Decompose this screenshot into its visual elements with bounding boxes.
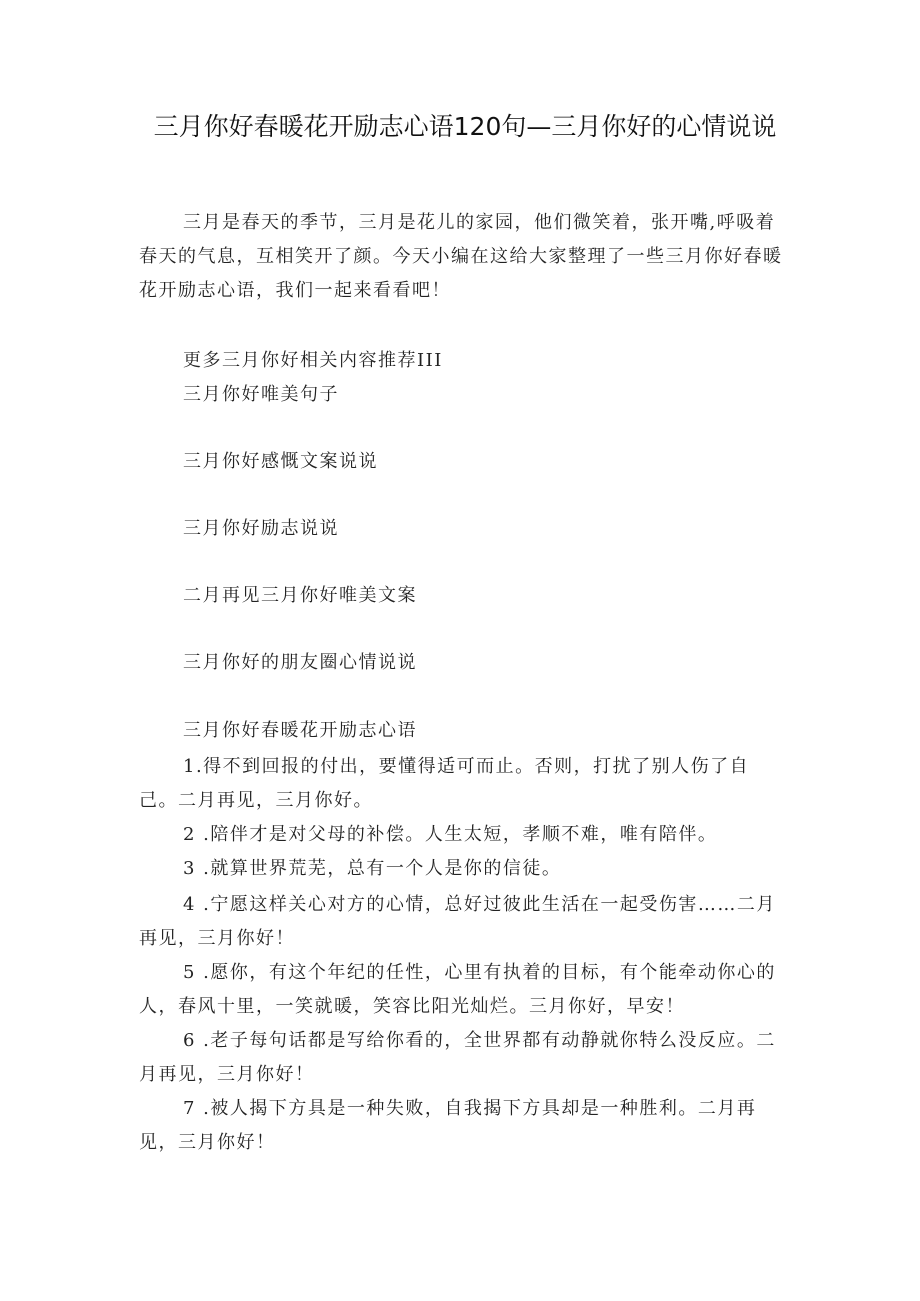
list-item-4: 4 .宁愿这样关心对方的心情，总好过彼此生活在一起受伤害……二月再见，三月你好！: [139, 894, 776, 949]
related-link-4[interactable]: 二月再见三月你好唯美文案: [183, 585, 417, 606]
list-item-3: 3 .就算世界荒芜，总有一个人是你的信徒。: [183, 858, 562, 879]
list-item-6: 6 .老子每句话都是写给你看的，全世界都有动静就你特么没反应。二月再见，三月你好！: [139, 1030, 776, 1085]
list-item-1: 1.得不到回报的付出，要懂得适可而止。否则，打扰了别人伤了自己。二月再见，三月你好。: [139, 756, 750, 811]
list-item-2: 2 .陪伴才是对父母的补偿。人生太短，孝顺不难，唯有陪伴。: [183, 824, 718, 845]
related-link-3[interactable]: 三月你好励志说说: [183, 518, 339, 539]
intro-paragraph: 三月是春天的季节，三月是花儿的家园，他们微笑着，张开嘴,呼吸着春天的气息，互相笑开了颜。今天小编在这给大家整理了一些三月你好春暖花开励志心语，我们一起来看看吧！: [139, 212, 783, 301]
related-link-2[interactable]: 三月你好感慨文案说说: [183, 451, 378, 472]
section-heading: 三月你好春暖花开励志心语: [183, 720, 417, 741]
related-link-1[interactable]: 三月你好唯美句子: [183, 384, 339, 405]
document-title: 三月你好春暖花开励志心语120句—三月你好的心情说说: [153, 112, 777, 141]
related-link-5[interactable]: 三月你好的朋友圈心情说说: [183, 652, 417, 673]
list-item-7: 7 .被人揭下方具是一种失败，自我揭下方具却是一种胜利。二月再见，三月你好！: [139, 1098, 757, 1153]
list-item-5: 5 .愿你，有这个年纪的任性，心里有执着的目标，有个能牵动你心的人，春风十里，一笑就暖，笑容比阳光灿烂。三月你好，早安！: [139, 962, 776, 1017]
more-content-heading: 更多三月你好相关内容推荐III: [183, 350, 443, 371]
